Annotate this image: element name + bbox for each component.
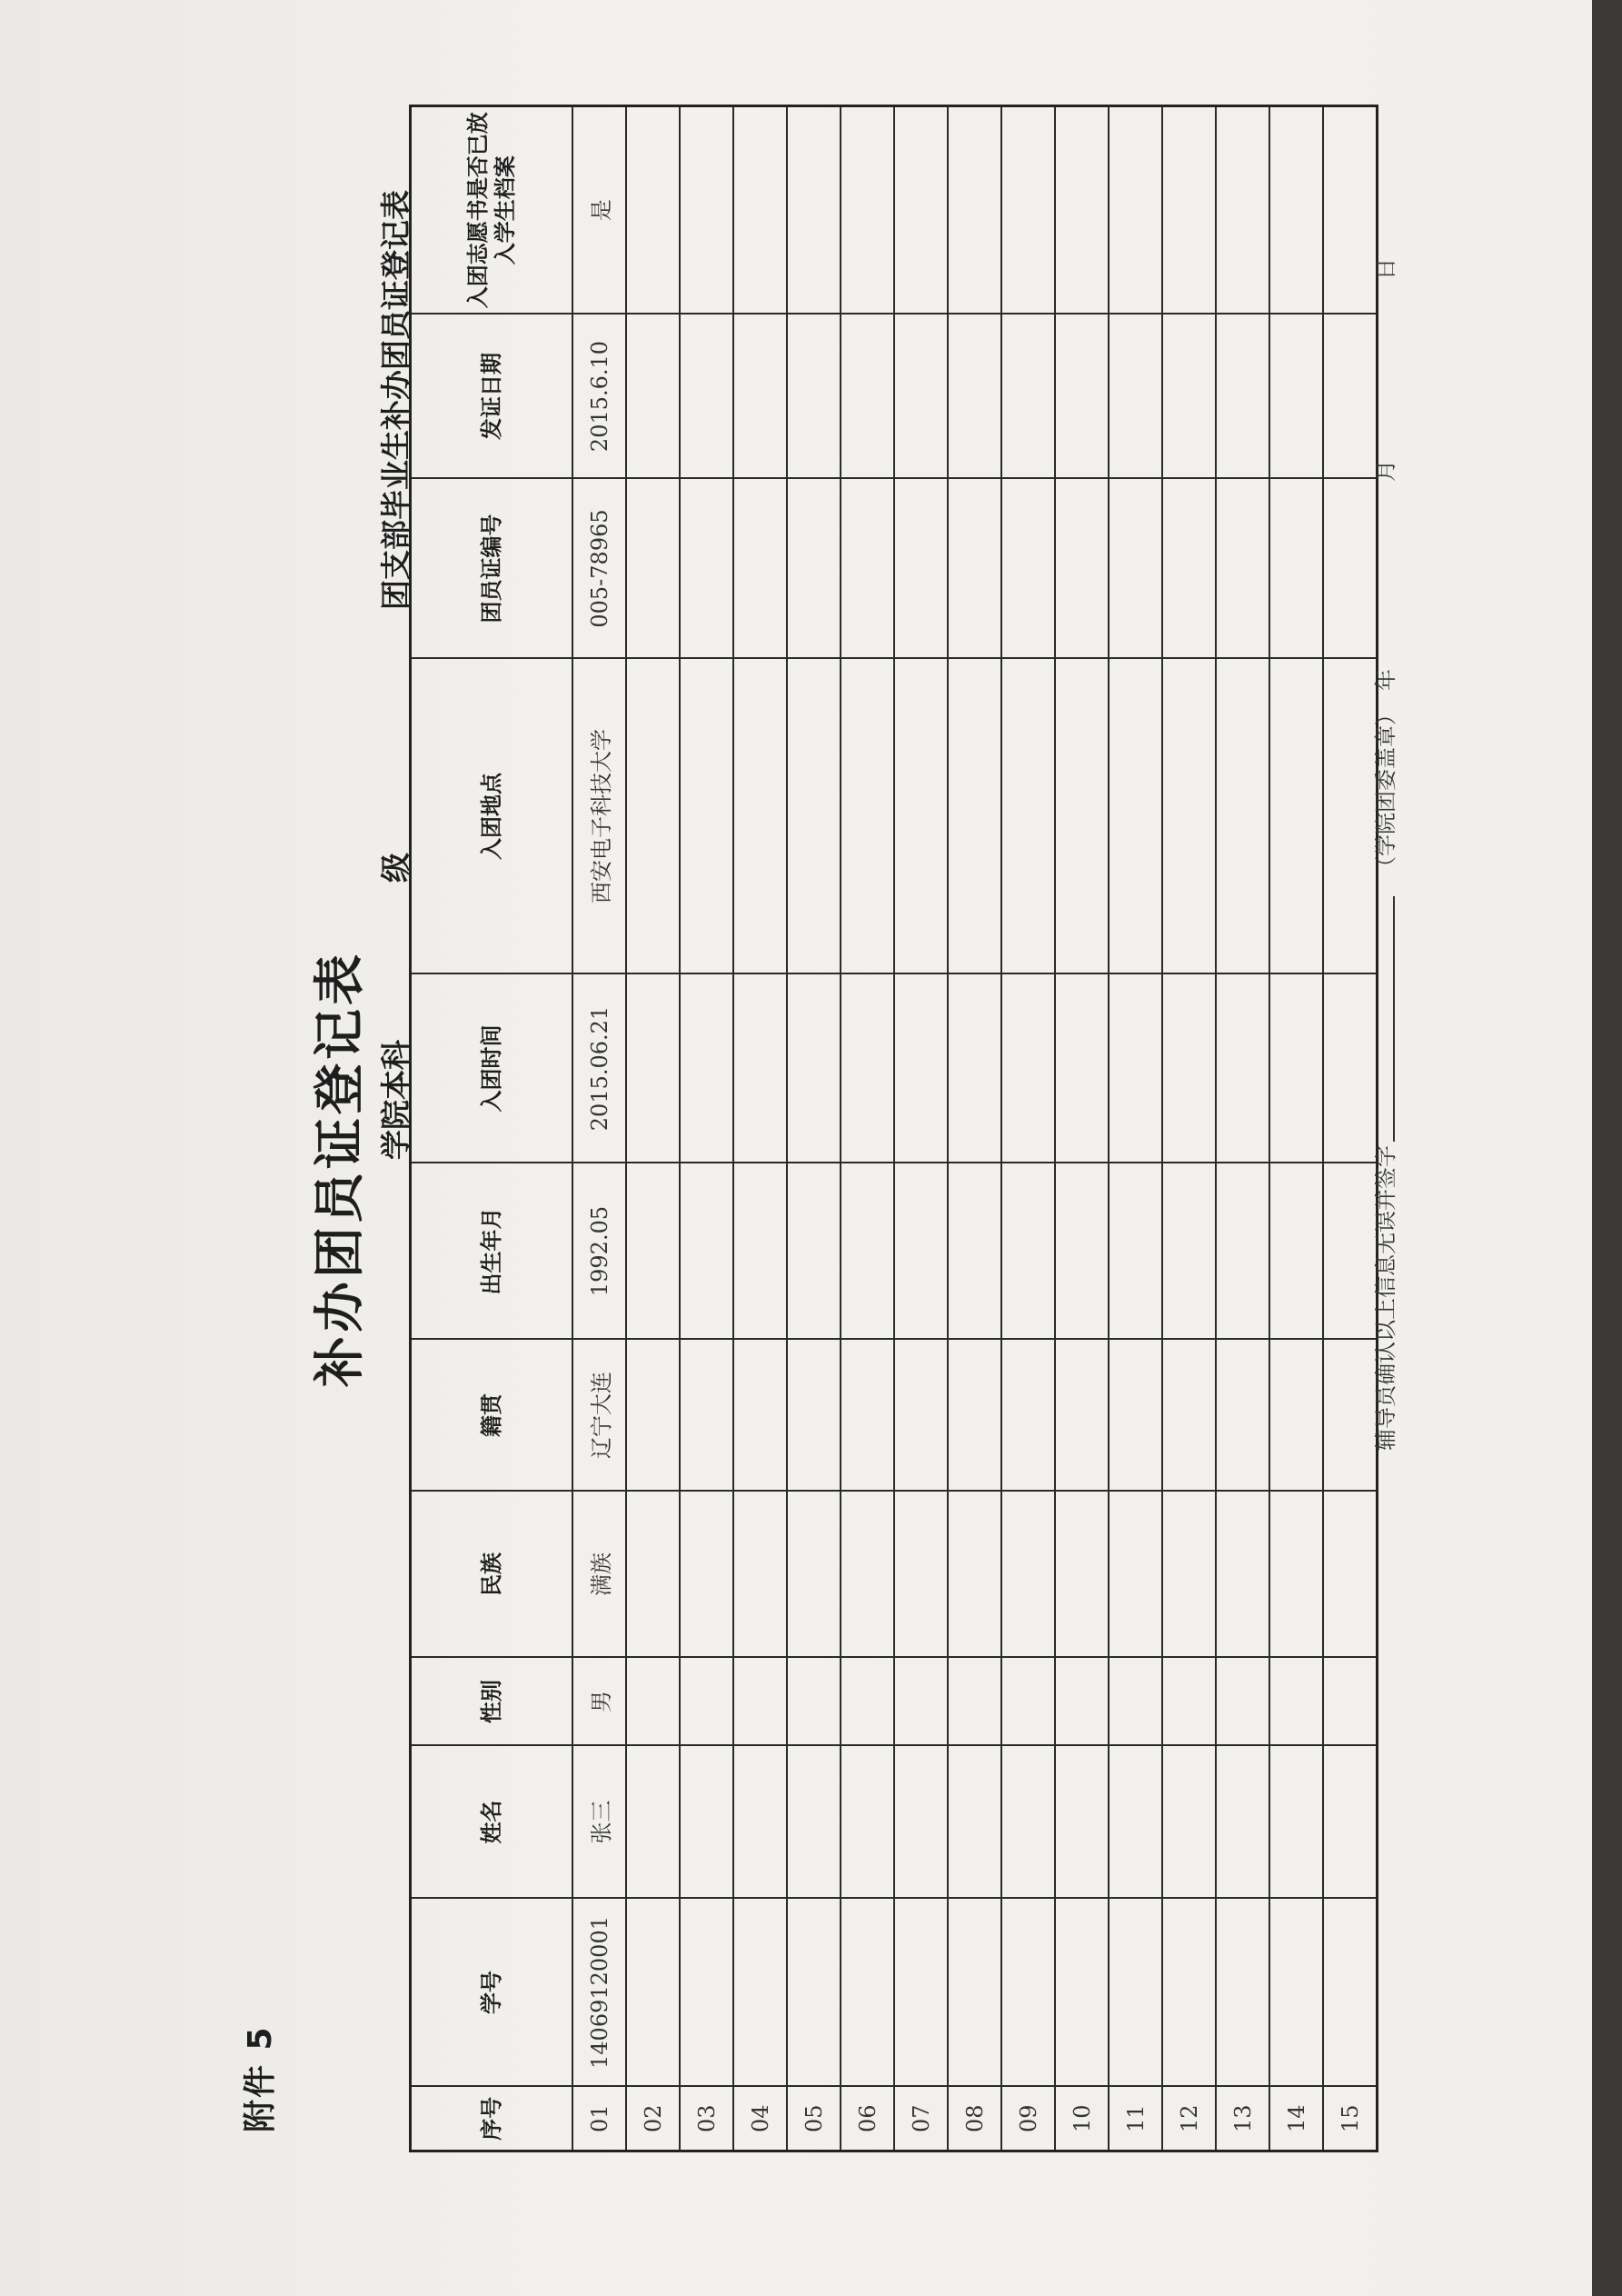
cell-name [626, 1746, 680, 1899]
cell-gender [626, 1658, 680, 1746]
cell-name [680, 1746, 733, 1899]
cell-application-filed [1216, 106, 1269, 314]
cell-issue-date [1001, 314, 1055, 479]
cell-join-place [1001, 659, 1055, 974]
table-row [733, 106, 787, 2151]
cell-birth-date: 1992.05 [572, 1163, 626, 1340]
cell-native-place [1162, 1340, 1216, 1492]
cell-ethnicity [1162, 1492, 1216, 1658]
table-row [1001, 106, 1055, 2151]
cell-join-place [1216, 659, 1269, 974]
cell-birth-date [894, 1163, 948, 1340]
cell-native-place [787, 1340, 841, 1492]
cell-application-filed: 是 [572, 106, 626, 314]
signature-line [1393, 896, 1395, 1142]
header-member-card-no: 团员证编号 [411, 479, 573, 659]
cell-issue-date: 2015.6.10 [572, 314, 626, 479]
cell-student-id [1216, 1899, 1269, 2087]
cell-ethnicity [894, 1492, 948, 1658]
table-row [841, 106, 894, 2151]
header-native-place: 籍贯 [411, 1340, 573, 1492]
cell-name [1216, 1746, 1269, 1899]
cell-ethnicity [787, 1492, 841, 1658]
cell-student-id [680, 1899, 733, 2087]
cell-student-id: 14069120001 [572, 1899, 626, 2087]
cell-student-id [948, 1899, 1001, 2087]
cell-seq: 08 [948, 2087, 1001, 2151]
cell-join-date [626, 974, 680, 1163]
cell-application-filed [680, 106, 733, 314]
cell-member-card-no [948, 479, 1001, 659]
cell-application-filed [626, 106, 680, 314]
cell-application-filed [894, 106, 948, 314]
cell-join-date [1216, 974, 1269, 1163]
cell-member-card-no [841, 479, 894, 659]
cell-application-filed [1001, 106, 1055, 314]
cell-name [1109, 1746, 1162, 1899]
table-row [894, 106, 948, 2151]
cell-issue-date [948, 314, 1001, 479]
cell-student-id [626, 1899, 680, 2087]
cell-member-card-no [1162, 479, 1216, 659]
cell-seq: 15 [1323, 2087, 1378, 2151]
cell-join-date [1055, 974, 1109, 1163]
cell-join-date [787, 974, 841, 1163]
cell-join-date [1001, 974, 1055, 1163]
cell-issue-date [626, 314, 680, 479]
cell-birth-date [948, 1163, 1001, 1340]
cell-gender [680, 1658, 733, 1746]
cell-name [948, 1746, 1001, 1899]
cell-ethnicity [1001, 1492, 1055, 1658]
cell-member-card-no [1001, 479, 1055, 659]
cell-member-card-no [626, 479, 680, 659]
cell-student-id [733, 1899, 787, 2087]
cell-join-place: 西安电子科技大学 [572, 659, 626, 974]
cell-join-date [733, 974, 787, 1163]
cell-join-place [841, 659, 894, 974]
cell-member-card-no [1109, 479, 1162, 659]
cell-name [733, 1746, 787, 1899]
cell-seq: 01 [572, 2087, 626, 2151]
cell-name [787, 1746, 841, 1899]
cell-native-place [948, 1340, 1001, 1492]
cell-student-id [1055, 1899, 1109, 2087]
cell-member-card-no [1269, 479, 1323, 659]
cell-native-place [626, 1340, 680, 1492]
header-gender: 性别 [411, 1658, 573, 1746]
cell-join-place [948, 659, 1001, 974]
cell-ethnicity: 满族 [572, 1492, 626, 1658]
cell-name [894, 1746, 948, 1899]
cell-issue-date [1109, 314, 1162, 479]
cell-native-place: 辽宁大连 [572, 1340, 626, 1492]
cell-member-card-no [680, 479, 733, 659]
cell-birth-date [1216, 1163, 1269, 1340]
cell-ethnicity [733, 1492, 787, 1658]
cell-gender [894, 1658, 948, 1746]
header-seq: 序号 [411, 2087, 573, 2151]
cell-native-place [680, 1340, 733, 1492]
header-join-place: 入团地点 [411, 659, 573, 974]
table-row [572, 106, 626, 2151]
cell-application-filed [733, 106, 787, 314]
cell-birth-date [1162, 1163, 1216, 1340]
subtitle-branch: 团支部毕业生补办团员证登记表 [378, 190, 413, 610]
cell-join-date [680, 974, 733, 1163]
table-row [1055, 106, 1109, 2151]
cell-seq: 04 [733, 2087, 787, 2151]
cell-ethnicity [1269, 1492, 1323, 1658]
cell-join-date [894, 974, 948, 1163]
cell-native-place [841, 1340, 894, 1492]
cell-seq: 03 [680, 2087, 733, 2151]
cell-student-id [1109, 1899, 1162, 2087]
cell-ethnicity [626, 1492, 680, 1658]
cell-seq: 06 [841, 2087, 894, 2151]
cell-join-date [841, 974, 894, 1163]
cell-student-id [841, 1899, 894, 2087]
cell-application-filed [841, 106, 894, 314]
cell-ethnicity [1216, 1492, 1269, 1658]
cell-join-place [733, 659, 787, 974]
cell-gender [733, 1658, 787, 1746]
cell-gender [1055, 1658, 1109, 1746]
cell-native-place [1269, 1340, 1323, 1492]
form-title: 补办团员证登记表 [310, 951, 370, 1387]
cell-name: 张三 [572, 1746, 626, 1899]
table-row [1162, 106, 1216, 2151]
cell-gender [1162, 1658, 1216, 1746]
footer-line [1368, 0, 1404, 2296]
header-application-filed: 入团志愿书是否已放入学生档案 [411, 106, 573, 314]
cell-join-place [787, 659, 841, 974]
counselor-signature-label: 辅导员确认以上信息无误并签字 [1373, 1145, 1398, 1451]
cell-seq: 02 [626, 2087, 680, 2151]
cell-seq: 14 [1269, 2087, 1323, 2151]
cell-birth-date [1109, 1163, 1162, 1340]
date-month-label: 月 [1373, 460, 1398, 482]
cell-seq: 13 [1216, 2087, 1269, 2151]
header-student-id: 学号 [411, 1899, 573, 2087]
cell-ethnicity [841, 1492, 894, 1658]
cell-seq: 07 [894, 2087, 948, 2151]
cell-birth-date [1001, 1163, 1055, 1340]
table-row [1269, 106, 1323, 2151]
cell-gender [841, 1658, 894, 1746]
cell-name [1001, 1746, 1055, 1899]
cell-join-place [894, 659, 948, 974]
cell-issue-date [1216, 314, 1269, 479]
cell-gender [1109, 1658, 1162, 1746]
cell-join-place [626, 659, 680, 974]
cell-issue-date [733, 314, 787, 479]
cell-student-id [894, 1899, 948, 2087]
cell-name [841, 1746, 894, 1899]
date-year-label: 年 [1373, 669, 1398, 691]
registration-table [409, 105, 1378, 2152]
cell-join-place [1109, 659, 1162, 974]
cell-application-filed [1162, 106, 1216, 314]
cell-member-card-no [1216, 479, 1269, 659]
cell-member-card-no [733, 479, 787, 659]
cell-application-filed [1055, 106, 1109, 314]
cell-issue-date [787, 314, 841, 479]
cell-birth-date [680, 1163, 733, 1340]
cell-student-id [787, 1899, 841, 2087]
cell-application-filed [787, 106, 841, 314]
subtitle-college: 学院本科 [378, 1040, 413, 1160]
cell-name [1269, 1746, 1323, 1899]
cell-join-place [1055, 659, 1109, 974]
cell-ethnicity [1055, 1492, 1109, 1658]
cell-native-place [1001, 1340, 1055, 1492]
cell-student-id [1269, 1899, 1323, 2087]
cell-application-filed [1269, 106, 1323, 314]
cell-issue-date [841, 314, 894, 479]
cell-name [1162, 1746, 1216, 1899]
cell-student-id [1001, 1899, 1055, 2087]
cell-seq: 11 [1109, 2087, 1162, 2151]
cell-join-date: 2015.06.21 [572, 974, 626, 1163]
cell-join-date [1162, 974, 1216, 1163]
table-row [787, 106, 841, 2151]
cell-native-place [1216, 1340, 1269, 1492]
header-row [411, 106, 573, 2151]
cell-gender: 男 [572, 1658, 626, 1746]
cell-seq: 09 [1001, 2087, 1055, 2151]
attachment-label: 附件 5 [242, 2025, 279, 2132]
cell-join-date [948, 974, 1001, 1163]
date-day-label: 日 [1373, 258, 1398, 280]
cell-issue-date [894, 314, 948, 479]
cell-issue-date [1162, 314, 1216, 479]
table-body [572, 106, 1378, 2151]
table-row [1109, 106, 1162, 2151]
cell-issue-date [1055, 314, 1109, 479]
cell-native-place [1109, 1340, 1162, 1492]
cell-name [1055, 1746, 1109, 1899]
cell-application-filed [948, 106, 1001, 314]
cell-birth-date [1269, 1163, 1323, 1340]
table-row [1216, 106, 1269, 2151]
cell-gender [787, 1658, 841, 1746]
cell-member-card-no [894, 479, 948, 659]
table-row [948, 106, 1001, 2151]
cell-member-card-no [787, 479, 841, 659]
cell-join-place [680, 659, 733, 974]
cell-seq: 05 [787, 2087, 841, 2151]
header-ethnicity: 民族 [411, 1492, 573, 1658]
header-birth-date: 出生年月 [411, 1163, 573, 1340]
cell-ethnicity [1109, 1492, 1162, 1658]
cell-join-place [1269, 659, 1323, 974]
cell-ethnicity [680, 1492, 733, 1658]
cell-member-card-no: 005-78965 [572, 479, 626, 659]
cell-ethnicity [948, 1492, 1001, 1658]
header-join-date: 入团时间 [411, 974, 573, 1163]
cell-member-card-no [1055, 479, 1109, 659]
cell-birth-date [787, 1163, 841, 1340]
cell-gender [1269, 1658, 1323, 1746]
cell-gender [1001, 1658, 1055, 1746]
cell-join-place [1162, 659, 1216, 974]
cell-seq: 12 [1162, 2087, 1216, 2151]
header-name: 姓名 [411, 1746, 573, 1899]
table-row [626, 106, 680, 2151]
cell-issue-date [1269, 314, 1323, 479]
table-row [680, 106, 733, 2151]
cell-join-date [1109, 974, 1162, 1163]
cell-student-id [1162, 1899, 1216, 2087]
cell-gender [1216, 1658, 1269, 1746]
cell-join-date [1269, 974, 1323, 1163]
cell-birth-date [626, 1163, 680, 1340]
cell-native-place [733, 1340, 787, 1492]
cell-birth-date [733, 1163, 787, 1340]
cell-application-filed [1109, 106, 1162, 314]
cell-issue-date [680, 314, 733, 479]
cell-native-place [894, 1340, 948, 1492]
header-issue-date: 发证日期 [411, 314, 573, 479]
table-head [411, 106, 573, 2151]
college-stamp-label: （学院团委盖章） [1373, 704, 1398, 878]
cell-birth-date [841, 1163, 894, 1340]
cell-seq: 10 [1055, 2087, 1109, 2151]
cell-native-place [1055, 1340, 1109, 1492]
cell-birth-date [1055, 1163, 1109, 1340]
subtitle-grade: 级 [378, 853, 413, 883]
cell-gender [948, 1658, 1001, 1746]
